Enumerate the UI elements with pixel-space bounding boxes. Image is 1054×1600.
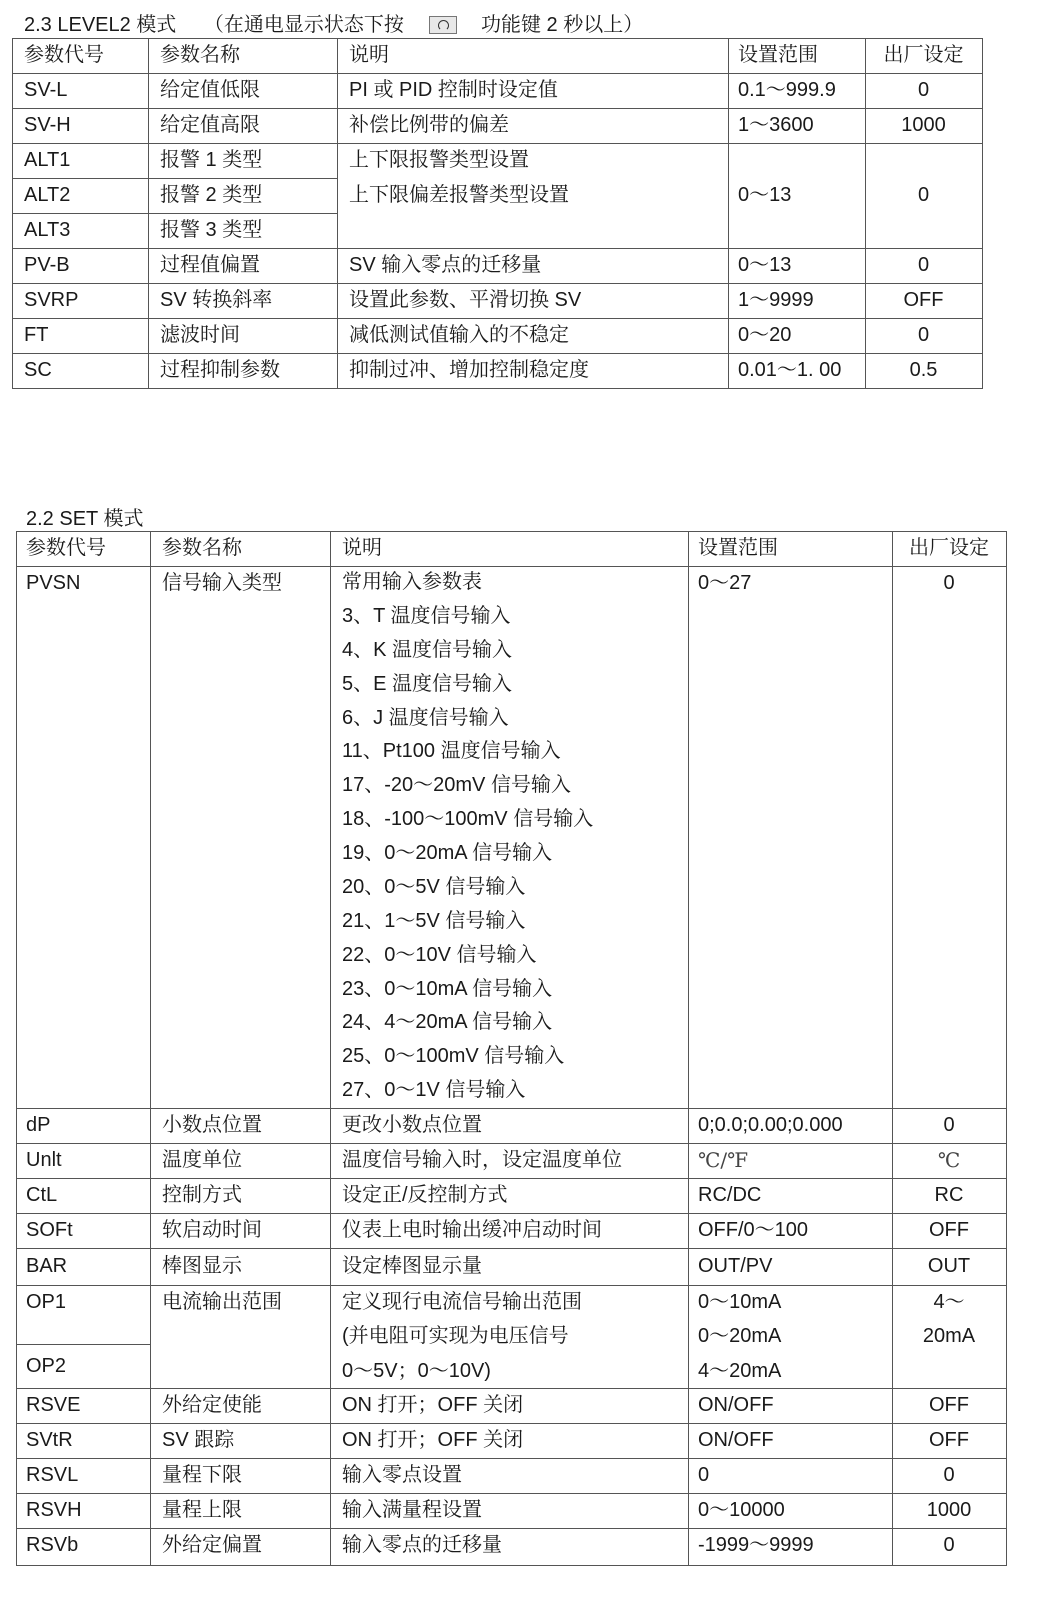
row-range: ON/OFF xyxy=(698,1429,774,1451)
row-default: 0 xyxy=(917,254,930,276)
row-code: ALT2 xyxy=(24,184,71,206)
row-code: PV-B xyxy=(24,254,70,276)
table-divider xyxy=(892,531,893,1565)
op-range-line: 4～20mA xyxy=(698,1359,782,1382)
alt-range: 0～13 xyxy=(738,184,792,206)
row-default: 0 xyxy=(917,324,930,346)
row-default: ℃ xyxy=(937,1148,961,1172)
row-range: 0;0.0;0.00;0.000 xyxy=(698,1114,843,1136)
pvsn-desc-line: 20、0～5V 信号输入 xyxy=(342,875,526,898)
row-default: RC xyxy=(934,1184,964,1206)
row-code: RSVH xyxy=(26,1499,82,1521)
row-default: 0 xyxy=(917,79,930,101)
row-name: 滤波时间 xyxy=(160,324,240,346)
pvsn-desc-line: 常用输入参数表 xyxy=(342,571,482,593)
pvsn-desc-line: 19、0～20mA 信号输入 xyxy=(342,842,553,864)
pvsn-code: PVSN xyxy=(26,572,81,594)
pvsn-desc-line: 27、0～1V 信号输入 xyxy=(342,1079,526,1102)
row-name: 报警 2 类型 xyxy=(160,184,263,206)
row-range: ℃/℉ xyxy=(698,1148,749,1172)
pvsn-desc-line: 18、-100～100mV 信号输入 xyxy=(342,808,594,831)
row-desc: 设定棒图显示量 xyxy=(342,1255,482,1277)
row-desc: ON 打开；OFF 关闭 xyxy=(342,1429,524,1451)
op-default-line: 20mA xyxy=(922,1325,976,1348)
row-range: -1999～9999 xyxy=(698,1534,814,1556)
row-default: OFF xyxy=(903,289,944,311)
row-desc: 输入零点的迁移量 xyxy=(342,1534,502,1556)
row-code: Unlt xyxy=(26,1149,62,1171)
set-title: 2.2 SET 模式 xyxy=(26,508,144,530)
row-default: 0 xyxy=(943,1534,955,1556)
table-divider xyxy=(16,1388,1006,1389)
op-desc-line: 定义现行电流信号输出范围 xyxy=(342,1291,582,1313)
row-name: 量程上限 xyxy=(162,1499,242,1521)
row-code: RSVL xyxy=(26,1464,79,1486)
row-code: SOFt xyxy=(26,1219,73,1241)
row-code: ALT1 xyxy=(24,149,71,171)
table-divider xyxy=(12,283,982,284)
table-divider xyxy=(12,73,982,74)
pvsn-desc-line: 5、E 温度信号输入 xyxy=(342,672,513,695)
table-divider xyxy=(16,1108,1006,1109)
row-range: 0.1～999.9 xyxy=(738,79,836,101)
table-divider xyxy=(16,1143,1006,1144)
table-divider xyxy=(16,1528,1006,1529)
row-range: ON/OFF xyxy=(698,1394,774,1416)
row-desc: 补偿比例带的偏差 xyxy=(349,114,509,136)
op-desc-line: (并电阻可实现为电压信号 xyxy=(342,1325,569,1348)
pvsn-range: 0～27 xyxy=(698,572,752,594)
header-name: 参数名称 xyxy=(162,537,242,559)
pvsn-desc-line: 22、0～10V 信号输入 xyxy=(342,943,537,966)
header-default: 出厂设定 xyxy=(909,537,989,559)
row-range: 0～10000 xyxy=(698,1499,785,1521)
alt-default c: 0 xyxy=(917,184,930,206)
op-name: 电流输出范围 xyxy=(162,1291,282,1313)
row-name: 外给定使能 xyxy=(162,1394,262,1416)
level2-section-title xyxy=(24,8,643,37)
table-divider xyxy=(16,1493,1006,1494)
row-range: 0～20 xyxy=(738,324,792,346)
table-divider xyxy=(688,531,689,1565)
row-code: dP xyxy=(26,1114,51,1136)
row-default: OFF xyxy=(929,1219,969,1241)
row-code: SV-H xyxy=(24,114,71,136)
row-name: 过程值偏置 xyxy=(160,254,260,276)
table-divider xyxy=(12,318,982,319)
row-code: BAR xyxy=(26,1255,68,1277)
op2-code: OP2 xyxy=(26,1355,67,1377)
row-desc: 设置此参数、平滑切换 SV xyxy=(349,289,582,311)
header-default: 出厂设定 xyxy=(883,44,964,66)
row-name: 小数点位置 xyxy=(162,1114,262,1136)
pvsn-desc-line: 17、-20～20mV 信号输入 xyxy=(342,774,571,797)
row-name: 给定值高限 xyxy=(160,114,260,136)
row-default: 1000 xyxy=(901,114,946,136)
row-range: 0～13 xyxy=(738,254,792,276)
pvsn-desc-line: 21、1～5V 信号输入 xyxy=(342,909,526,932)
table-divider xyxy=(12,248,982,249)
row-desc: 输入零点设置 xyxy=(342,1464,462,1486)
row-desc: 抑制过冲、增加控制稳定度 xyxy=(349,359,589,381)
table-divider xyxy=(16,1458,1006,1459)
row-desc: 温度信号输入时，设定温度单位 xyxy=(342,1149,622,1171)
op-desc-line: 0～5V；0～10V) xyxy=(342,1359,491,1382)
table-divider xyxy=(150,531,151,1565)
row-default: OFF xyxy=(929,1429,969,1451)
alt-desc-line: 上下限偏差报警类型设置 xyxy=(349,184,569,206)
level2-note-prefix: （在通电显示状态下按 xyxy=(203,14,404,36)
row-name: 过程抑制参数 xyxy=(160,359,280,381)
header-code: 参数代号 xyxy=(26,537,106,559)
row-desc: 更改小数点位置 xyxy=(342,1114,482,1136)
table-divider xyxy=(16,1423,1006,1424)
row-default: OFF xyxy=(929,1394,969,1416)
header-range: 设置范围 xyxy=(698,537,778,559)
row-name: 报警 3 类型 xyxy=(160,219,263,241)
table-divider xyxy=(12,213,337,214)
pvsn-desc-line: 4、K 温度信号输入 xyxy=(342,638,513,661)
alt-desc-line: 上下限报警类型设置 xyxy=(349,149,529,171)
table-divider xyxy=(16,1178,1006,1179)
table-divider xyxy=(16,566,1006,567)
row-code: SV-L xyxy=(24,79,68,101)
op-default-line: 4～ xyxy=(933,1291,965,1313)
row-default: 0.5 xyxy=(909,359,938,381)
set-section-title xyxy=(26,502,143,531)
table-divider xyxy=(16,1213,1006,1214)
row-code: SVRP xyxy=(24,289,79,311)
table-divider xyxy=(12,143,982,144)
row-name: SV 跟踪 xyxy=(162,1429,235,1451)
op1-code: OP1 xyxy=(26,1291,67,1313)
row-desc: 仪表上电时输出缓冲启动时间 xyxy=(342,1219,602,1241)
pvsn-desc-line: 23、0～10mA 信号输入 xyxy=(342,977,553,1000)
pvsn-name: 信号输入类型 xyxy=(162,572,282,594)
pvsn-desc-line: 11、Pt100 温度信号输入 xyxy=(342,740,561,763)
table-divider xyxy=(12,178,337,179)
row-range: OUT/PV xyxy=(698,1255,773,1277)
row-desc: PI 或 PID 控制时设定值 xyxy=(349,79,558,101)
row-name: 棒图显示 xyxy=(162,1255,242,1277)
row-desc: SV 输入零点的迁移量 xyxy=(349,254,542,276)
row-name: 报警 1 类型 xyxy=(160,149,263,171)
row-code: ALT3 xyxy=(24,219,71,241)
header-name: 参数名称 xyxy=(160,44,240,66)
row-name: SV 转换斜率 xyxy=(160,289,273,311)
pvsn-desc-line: 25、0～100mV 信号输入 xyxy=(342,1045,565,1068)
row-default: 1000 xyxy=(926,1499,972,1521)
header-desc: 说明 xyxy=(349,44,389,66)
row-range: 1～9999 xyxy=(738,289,814,311)
row-range: 0.01～1. 00 xyxy=(738,359,842,381)
row-desc: 设定正/反控制方式 xyxy=(342,1184,508,1206)
level2-title: 2.3 LEVEL2 模式 xyxy=(24,14,177,36)
row-code: FT xyxy=(24,324,49,346)
row-desc: ON 打开；OFF 关闭 xyxy=(342,1394,524,1416)
row-code: RSVE xyxy=(26,1394,81,1416)
row-default: 0 xyxy=(943,1464,955,1486)
cycle-key-icon xyxy=(429,16,457,34)
row-name: 给定值低限 xyxy=(160,79,260,101)
row-desc: 输入满量程设置 xyxy=(342,1499,482,1521)
row-name: 外给定偏置 xyxy=(162,1534,262,1556)
header-desc: 说明 xyxy=(342,537,382,559)
table-divider xyxy=(12,108,982,109)
row-name: 温度单位 xyxy=(162,1149,242,1171)
table-divider xyxy=(337,38,338,388)
table-divider xyxy=(330,531,331,1565)
row-code: CtL xyxy=(26,1184,58,1206)
table-divider xyxy=(728,38,729,388)
row-range: 1～3600 xyxy=(738,114,814,136)
table-divider xyxy=(148,38,149,388)
row-name: 量程下限 xyxy=(162,1464,242,1486)
header-code: 参数代号 xyxy=(24,44,104,66)
row-desc: 减低测试值输入的不稳定 xyxy=(349,324,569,346)
row-range: OFF/0～100 xyxy=(698,1219,809,1241)
row-range: 0 xyxy=(698,1464,710,1486)
op-range-line: 0～20mA xyxy=(698,1325,782,1348)
level2-note-suffix: 功能键 2 秒以上） xyxy=(481,14,644,36)
header-range: 设置范围 xyxy=(738,44,818,66)
table-divider xyxy=(12,353,982,354)
row-default: 0 xyxy=(943,1114,955,1136)
row-name: 软启动时间 xyxy=(162,1219,262,1241)
row-name: 控制方式 xyxy=(162,1184,242,1206)
op-range-line: 0～10mA xyxy=(698,1291,782,1313)
pvsn-default: 0 xyxy=(943,572,955,594)
pvsn-desc-line: 6、J 温度信号输入 xyxy=(342,706,509,729)
table-divider xyxy=(16,1344,150,1345)
table-divider xyxy=(16,1248,1006,1249)
row-range: RC/DC xyxy=(698,1184,762,1206)
table-divider xyxy=(865,38,866,388)
row-code: SVtR xyxy=(26,1429,73,1451)
pvsn-desc-line: 24、4～20mA 信号输入 xyxy=(342,1011,553,1034)
row-default: OUT xyxy=(927,1255,971,1277)
pvsn-desc-line: 3、T 温度信号输入 xyxy=(342,604,511,627)
row-code: RSVb xyxy=(26,1534,79,1556)
row-code: SC xyxy=(24,359,52,381)
